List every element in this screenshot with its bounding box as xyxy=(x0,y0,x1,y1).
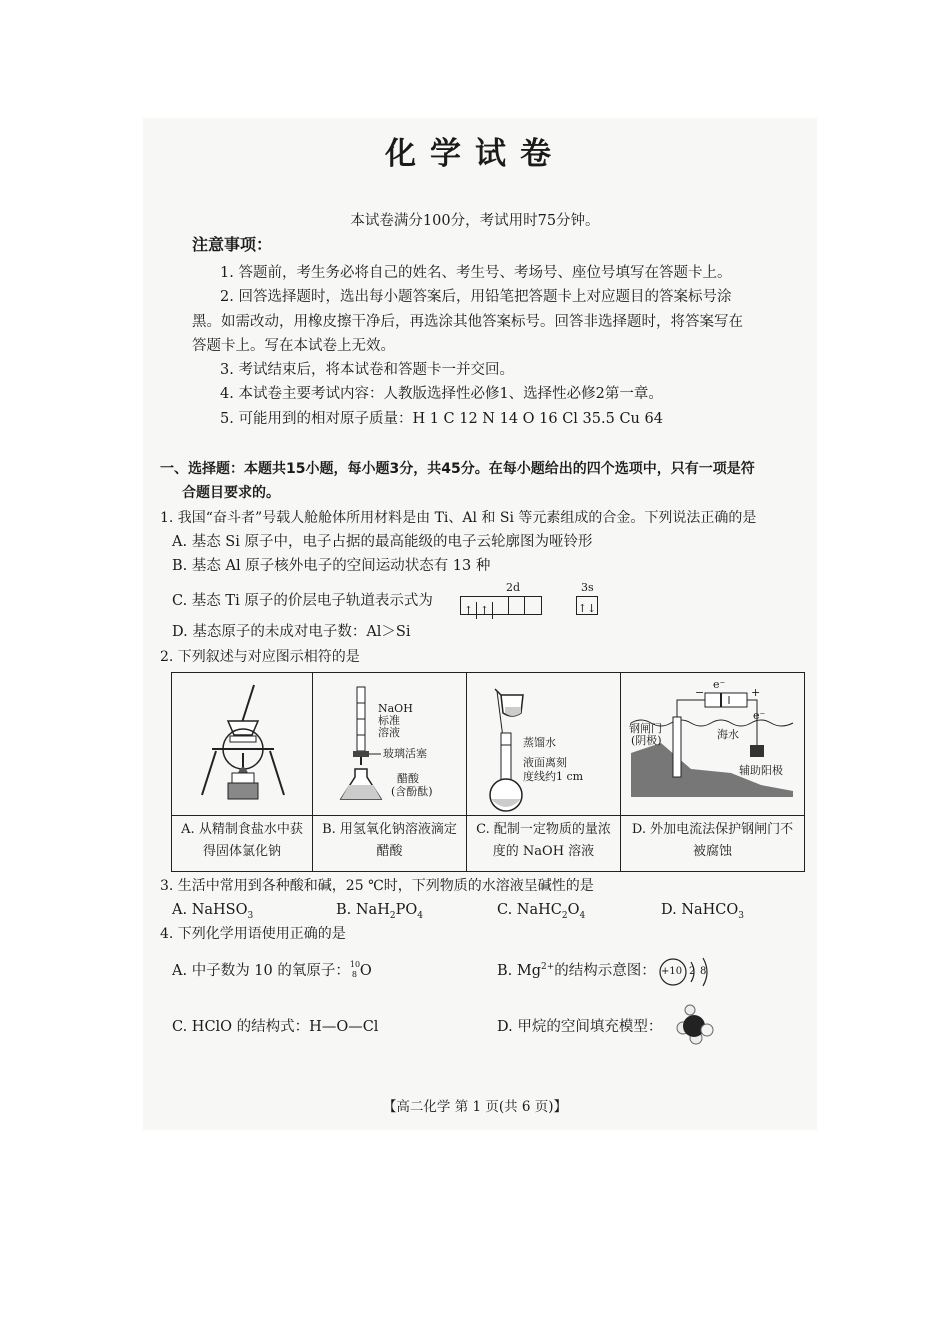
label-negative-terminal: − xyxy=(695,686,705,699)
orbital-diagram-d xyxy=(460,596,542,615)
q3-option-d: D. NaHCO$_3$ xyxy=(661,902,745,921)
mg-shell-2-electrons: 8 xyxy=(700,966,707,977)
page-title: 化学试卷 xyxy=(385,136,565,172)
label-distilled-water: 蒸馏水 xyxy=(523,736,556,749)
label-electron-2: e⁻ xyxy=(753,709,766,722)
orbital-box-up-arrow: ↑ xyxy=(461,602,477,619)
figure-cell-a xyxy=(172,673,313,871)
notes-heading: 注意事项： xyxy=(192,235,273,254)
label-steel-gate: 钢闸门 xyxy=(629,722,662,735)
note-item-4: 4. 本试卷主要考试内容：人教版选择性必修1、选择性必修2第一章。 xyxy=(220,386,663,402)
figure-cell-d xyxy=(621,673,804,871)
caption-c: C. 配制一定物质的量浓度的 NaOH 溶液 xyxy=(467,815,620,871)
q4-option-c: C. HClO 的结构式：H—O—Cl xyxy=(172,1019,379,1035)
caption-d: D. 外加电流法保护钢闸门不被腐蚀 xyxy=(621,815,804,871)
orbital-box-empty xyxy=(509,597,525,614)
q4-option-b: B. $Mg^{2+}$的结构示意图： xyxy=(497,962,656,979)
q1-option-c: C. 基态 Ti 原子的价层电子轨道表示式为 xyxy=(172,593,433,609)
note-item-5: 5. 可能用到的相对原子质量：H 1 C 12 N 14 O 16 Cl 35.5 Cu 64 xyxy=(220,411,663,427)
label-naoh: NaOH xyxy=(378,702,413,715)
q2-stem: 2. 下列叙述与对应图示相符的是 xyxy=(160,649,360,665)
note-item-1: 1. 答题前，考生务必将自己的姓名、考生号、考场号、座位号填写在答题卡上。 xyxy=(220,265,732,281)
note-item-3: 3. 考试结束后，将本试卷和答题卡一并交回。 xyxy=(220,362,514,378)
q1-option-d: D. 基态原子的未成对电子数：Al＞Si xyxy=(172,624,411,640)
caption-a: A. 从精制食盐水中获得固体氯化钠 xyxy=(172,815,312,871)
label-seawater: 海水 xyxy=(717,728,739,741)
orbital-diagram-s xyxy=(576,596,598,615)
mg-nucleus-charge: +10 xyxy=(661,966,683,977)
q1-option-b: B. 基态 Al 原子核外电子的空间运动状态有 13 种 xyxy=(172,558,491,574)
label-positive-terminal: + xyxy=(751,686,761,699)
label-acetic-acid: 醋酸 xyxy=(397,772,419,785)
label-indicator: (含酚酞) xyxy=(391,785,433,798)
q4-option-a: A. 中子数为 10 的氧原子： 10 8 O xyxy=(172,960,372,979)
methane-space-filling-model xyxy=(672,1004,718,1056)
section-1-heading: 一、选择题：本题共15小题，每小题3分，共45分。在每小题给出的四个选项中，只有一项是符 xyxy=(160,461,755,477)
exam-subtitle: 本试卷满分100分，考试用时75分钟。 xyxy=(350,213,600,229)
mg-shell-1-electrons: 2 xyxy=(689,966,696,977)
label-solution: 溶液 xyxy=(378,726,400,739)
q3-stem: 3. 生活中常用到各种酸和碱，25 ℃时，下列物质的水溶液呈碱性的是 xyxy=(160,878,594,894)
caption-b: B. 用氢氧化钠溶液滴定醋酸 xyxy=(313,815,466,871)
q3-option-b: B. $NaH_2PO_4$ xyxy=(336,902,423,921)
label-standard: 标准 xyxy=(378,714,400,727)
q2-figure-table xyxy=(171,672,805,872)
page-footer: 【高二化学 第 1 页(共 6 页)】 xyxy=(382,1099,568,1115)
orbital-box-empty xyxy=(493,597,509,614)
figure-cell-b xyxy=(313,673,467,871)
q3-option-a: A. NaHSO$_3$ xyxy=(172,902,254,921)
q4-stem: 4. 下列化学用语使用正确的是 xyxy=(160,926,346,942)
orbital-label-2d: 2d xyxy=(506,581,521,594)
orbital-label-3s: 3s xyxy=(581,581,594,594)
orbital-box-paired-arrows: ↑↓ xyxy=(577,602,597,615)
label-stopcock: 玻璃活塞 xyxy=(383,747,427,760)
orbital-box-up-arrow: ↑ xyxy=(477,602,493,619)
label-electron-1: e⁻ xyxy=(713,678,726,691)
q4-option-d: D. 甲烷的空间填充模型： xyxy=(497,1019,663,1035)
note-item-2c: 答题卡上。写在本试卷上无效。 xyxy=(192,338,395,354)
label-cathode: (阴极) xyxy=(631,734,662,747)
evaporation-apparatus-figure xyxy=(172,673,313,815)
label-mark-distance: 度线约1 cm xyxy=(523,770,584,783)
orbital-box-empty xyxy=(525,597,541,614)
note-item-2a: 2. 回答选择题时，选出每小题答案后，用铅笔把答题卡上对应题目的答案标号涂 xyxy=(220,289,732,305)
figure-cell-c xyxy=(467,673,621,871)
label-auxiliary-anode: 辅助阳极 xyxy=(739,764,783,777)
note-item-2b: 黑。如需改动，用橡皮擦干净后，再选涂其他答案标号。回答非选择题时，将答案写在 xyxy=(192,314,743,330)
q1-option-a: A. 基态 Si 原子中，电子占据的最高能级的电子云轮廓图为哑铃形 xyxy=(172,534,593,550)
label-liquid-level: 液面离刻 xyxy=(523,756,567,769)
q3-option-c: C. $NaHC_2O_4$ xyxy=(497,902,586,921)
titration-apparatus-figure xyxy=(313,673,467,815)
q1-stem: 1. 我国“奋斗者”号载人舱舱体所用材料是由 Ti、Al 和 Si 等元素组成的合金。下列说法正确的是 xyxy=(160,510,757,526)
section-1-heading-cont: 合题目要求的。 xyxy=(182,485,280,501)
